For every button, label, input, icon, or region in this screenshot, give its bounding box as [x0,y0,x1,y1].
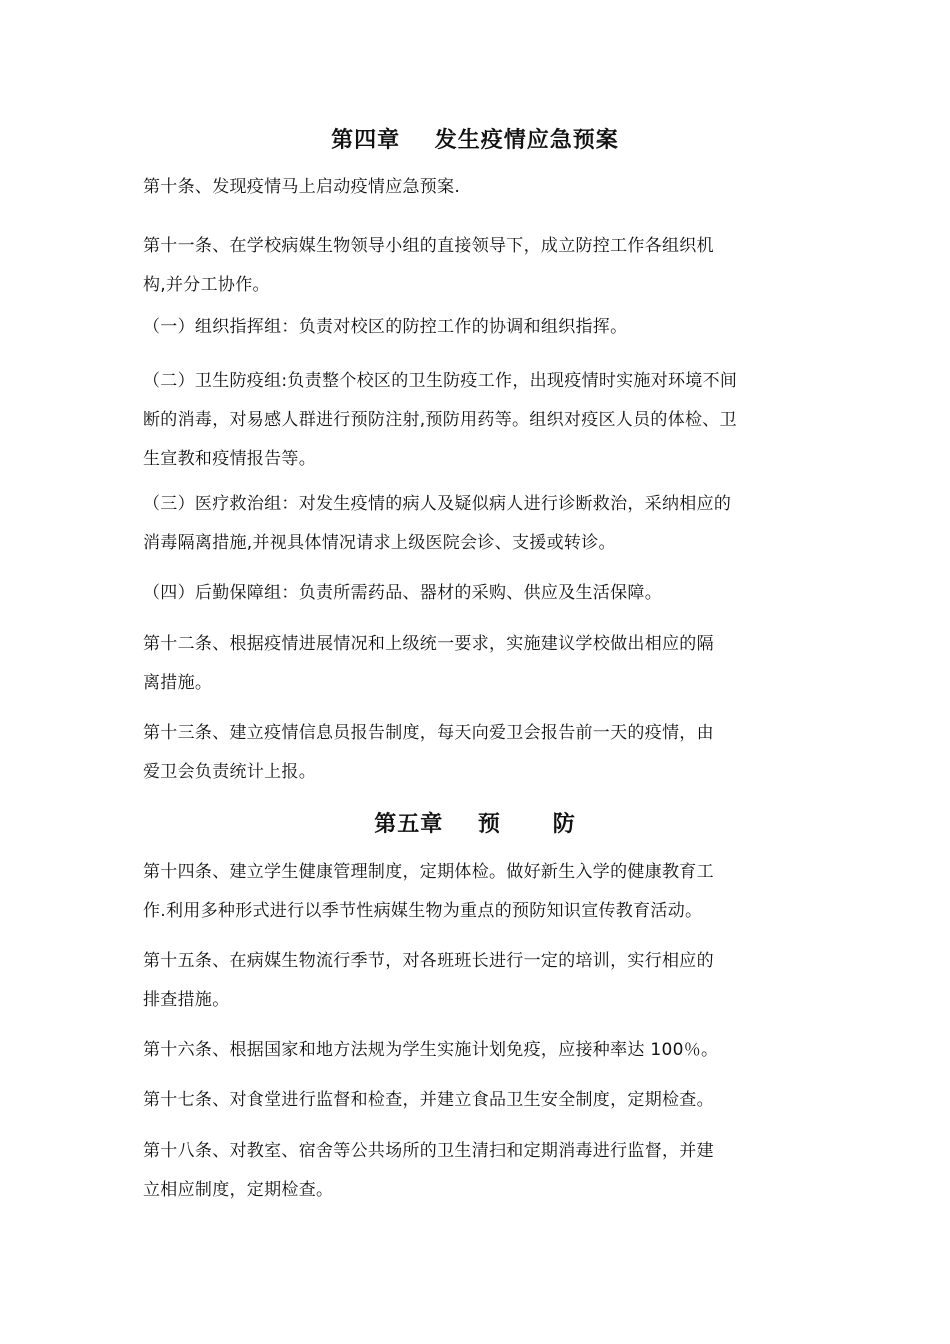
text-line: 构,并分工协作。 [143,275,270,295]
item-command-group [143,308,808,347]
text-line: 断的消毒，对易感人群进行预防注射,预防用药等。组织对疫区人员的体检、卫 [143,410,737,430]
text-line: 消毒隔离措施,并视具体情况请求上级医院会诊、支援或转诊。 [143,533,616,553]
text-line: 第十八条、对教室、宿舍等公共场所的卫生清扫和定期消毒进行监督，并建 [143,1141,714,1161]
text-line: （三）医疗救治组：对发生疫情的病人及疑似病人进行诊断救治，采纳相应的 [143,494,732,514]
text-line: 离措施。 [143,673,213,693]
text-line: 第十四条、建立学生健康管理制度，定期体检。做好新生入学的健康教育工 [143,862,714,882]
text-line: 第十七条、对食堂进行监督和检查，并建立食品卫生安全制度，定期检查。 [143,1090,714,1110]
text-line: 生宣教和疫情报告等。 [143,449,316,469]
text-line: 立相应制度，定期检查。 [143,1180,334,1200]
text-line: （四）后勤保障组：负责所需药品、器材的采购、供应及生活保障。 [143,583,662,603]
text-line: 第十三条、建立疫情信息员报告制度，每天向爱卫会报告前一天的疫情，由 [143,723,714,743]
text-line: （二）卫生防疫组:负责整个校区的卫生防疫工作，出现疫情时实施对环境不间 [143,371,738,391]
text-line: 第十六条、根据国家和地方法规为学生实施计划免疫，应接种率达 100％。 [143,1040,719,1060]
text-line: （一）组织指挥组：负责对校区的防控工作的协调和组织指挥。 [143,317,628,337]
text-line: 爱卫会负责统计上报。 [143,762,316,782]
text-line: 第十五条、在病媒生物流行季节，对各班班长进行一定的培训，实行相应的 [143,951,714,971]
text-line: 第十条、发现疫情马上启动疫情应急预案. [143,177,461,197]
text-line: 第十一条、在学校病媒生物领导小组的直接领导下，成立防控工作各组织机 [143,236,714,256]
article-17 [143,1081,808,1120]
item-epidemic-prevention-group [143,362,808,479]
chapter-5-title: 第五章 预 防 [374,812,576,837]
article-10 [143,168,808,207]
item-logistics-group [143,574,808,613]
article-16 [143,1031,808,1070]
article-15 [143,942,808,1020]
chapter-4-title: 第四章 发生疫情应急预案 [331,128,619,153]
article-11 [143,227,808,305]
article-13 [143,714,808,792]
article-18 [143,1132,808,1210]
item-medical-treatment-group [143,485,808,563]
article-12 [143,625,808,703]
text-line: 第十二条、根据疫情进展情况和上级统一要求，实施建议学校做出相应的隔 [143,634,714,654]
article-14 [143,853,808,931]
text-line: 排查措施。 [143,990,230,1010]
text-line: 作.利用多种形式进行以季节性病媒生物为重点的预防知识宣传教育活动。 [143,901,703,921]
